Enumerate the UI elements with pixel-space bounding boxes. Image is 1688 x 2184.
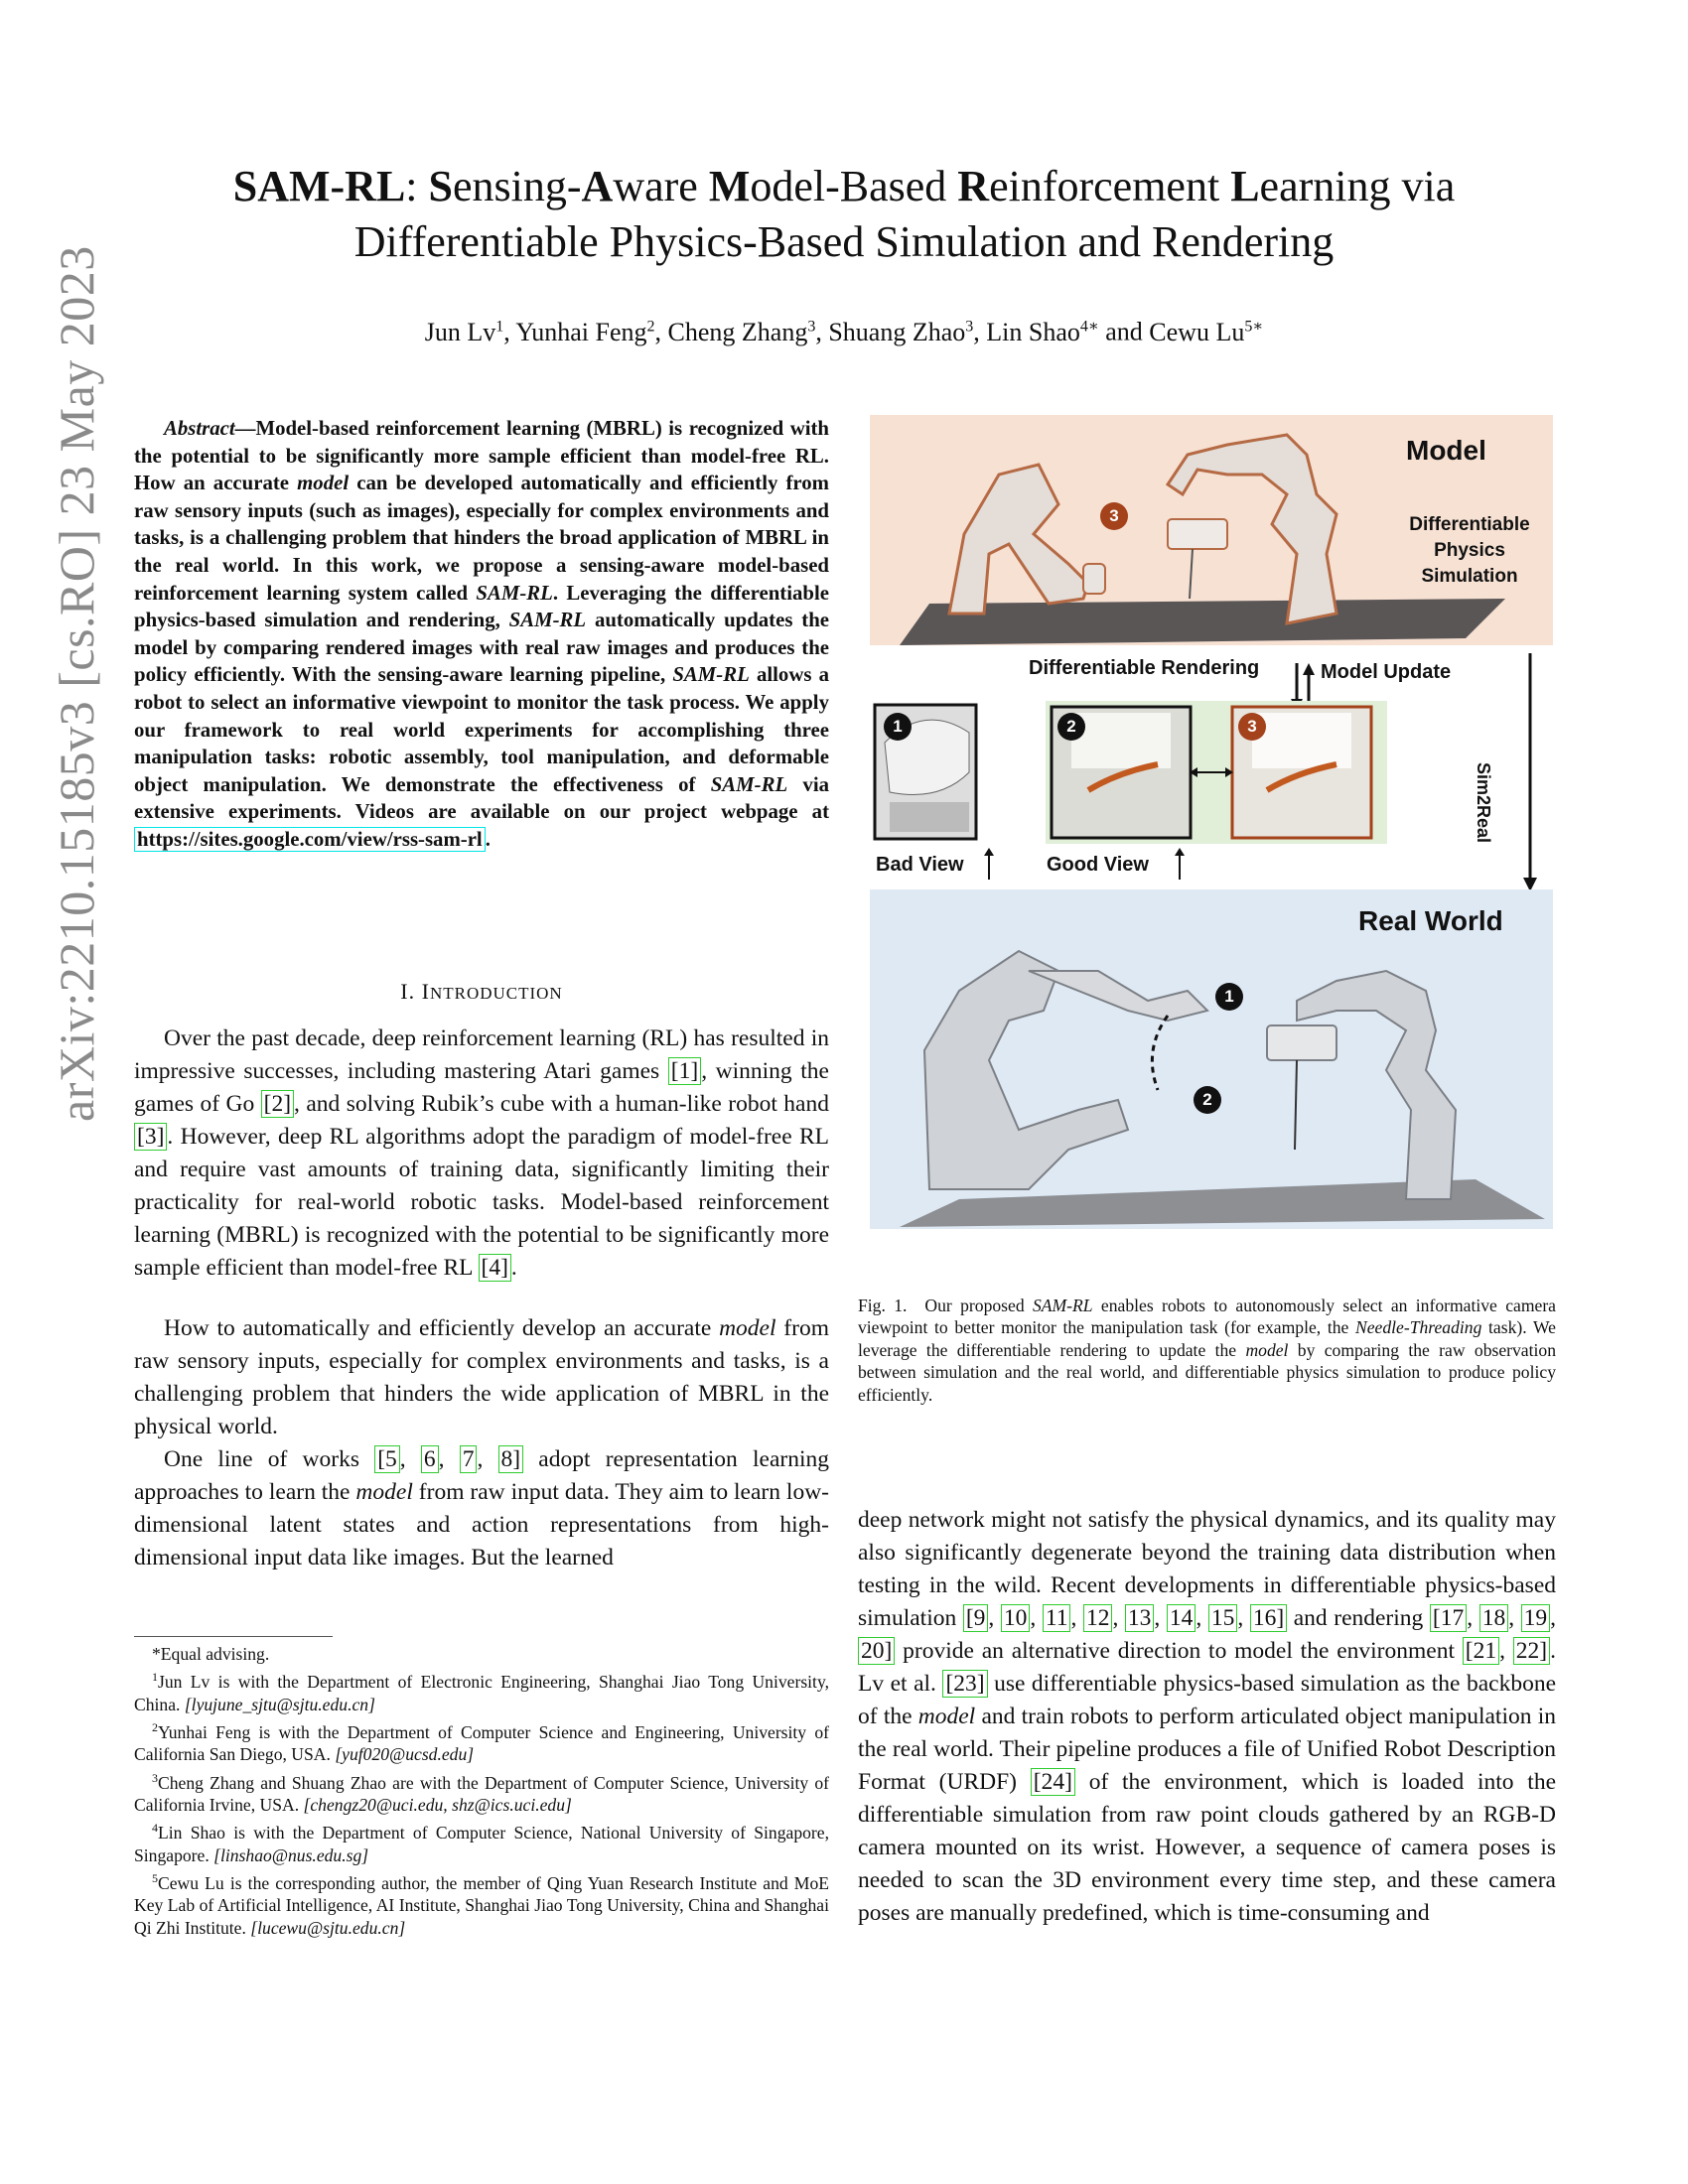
footnote-email: [yuf020@ucsd.edu]: [335, 1744, 475, 1765]
citation-link[interactable]: [24]: [1031, 1768, 1075, 1796]
good-view-arrow-head: [1175, 848, 1185, 856]
footnote-email: [linshao@nus.edu.sg]: [213, 1844, 369, 1865]
arxiv-identifier: arXiv:2210.15185v3 [cs.RO] 23 May 2023: [49, 245, 104, 1122]
citation-link[interactable]: 22]: [1513, 1637, 1550, 1665]
author: Jun Lv$^1$: [424, 317, 504, 346]
footnote-email: [lyujune_sjtu@sjtu.edu.cn]: [184, 1694, 375, 1714]
footnote-email: [lucewu@sjtu.edu.cn]: [250, 1917, 406, 1938]
abstract-label: Abstract: [164, 417, 235, 440]
figure-1: [870, 415, 1553, 1229]
step-2-badge: 2: [1057, 713, 1085, 741]
step-1-badge: 1: [1215, 983, 1243, 1011]
good-view-real-gripper: [1071, 713, 1171, 768]
citation-link[interactable]: [9: [963, 1604, 989, 1632]
footnote: $^2$Yunhai Feng is with the Department of Computer Science and Engineering, University of California San Diego, USA. [yuf020@ucsd.edu]: [134, 1720, 829, 1765]
real-needle-holder: [1267, 1025, 1336, 1060]
citation-link[interactable]: 11: [1043, 1604, 1071, 1632]
citation-link[interactable]: 10: [1001, 1604, 1031, 1632]
step-2-badge: 2: [1194, 1086, 1221, 1114]
bad-view-arrow-head: [984, 848, 994, 856]
citation-link[interactable]: [3]: [134, 1123, 167, 1151]
real-world-title: Real World: [1358, 905, 1503, 936]
differentiable-physics-simulation-label: Differentiable Physics Simulation: [1409, 514, 1530, 587]
sim-needle-holder: [1168, 519, 1227, 549]
citation-link[interactable]: 14: [1167, 1604, 1196, 1632]
introduction-body: [134, 1023, 829, 1574]
title-fragment: ware: [613, 162, 709, 210]
citation-link[interactable]: [21: [1463, 1637, 1499, 1665]
abstract: Abstract—Model-based reinforcement learning (MBRL) is recognized with the potential to be significantly more sample efficient than model-free RL. How an accurate model can be developed automatically and efficiently from raw sensory inputs (such as images), especially for complex environments and tasks, is a challenging problem that hinders the broad application of MBRL in the real world. In this work, we propose a sensing-aware model-based reinforcement learning system called SAM-RL. Leveraging the differentiable physics-based simulation and rendering, SAM-RL automatically updates the model by comparing rendered images with real raw images and produces the policy efficiently. With the sensing-aware learning pipeline, SAM-RL allows a robot to select an informative viewpoint to monitor the task process. We apply our framework to real world experiments for accomplishing three manipulation tasks: robotic assembly, tool manipulation, and deformable object manipulation. We demonstrate the effectiveness of SAM-RL via extensive experiments. Videos are available on our project webpage at https://sites.google.com/view/rss-sam-rl .: [134, 417, 830, 851]
step-3-badge: 3: [1238, 713, 1266, 741]
citation-link[interactable]: [4]: [479, 1254, 511, 1282]
differentiable-rendering-label: Differentiable Rendering: [1029, 657, 1260, 679]
citation-link[interactable]: 15: [1208, 1604, 1238, 1632]
citation-link[interactable]: 6: [421, 1445, 439, 1473]
title-fragment: L: [1230, 162, 1260, 210]
step-3-badge: 3: [1100, 502, 1128, 530]
footnote: *Equal advising.: [152, 1644, 270, 1664]
footnotes: [134, 1643, 829, 1940]
footnote-email: [chengz20@uci.edu, shz@ics.uci.edu]: [303, 1795, 572, 1816]
section-heading-introduction: I. INTRODUCTION: [400, 979, 563, 1004]
step-1-badge: 1: [884, 713, 912, 741]
intro-paragraph-2: How to automatically and efficiently develop an accurate model from raw sensory inputs, especially for complex environments and tasks, is a challenging problem that hinders the wide application of MBRL in the physical world.: [134, 1315, 829, 1439]
title-fragment: R: [957, 162, 990, 210]
title-fragment: earning via: [1259, 162, 1456, 210]
model-update-label: Model Update: [1321, 661, 1452, 683]
author: Cheng Zhang$^3$: [667, 317, 816, 346]
citation-link[interactable]: [2]: [261, 1090, 294, 1118]
citation-link[interactable]: 19: [1521, 1604, 1551, 1632]
title-fragment: SAM-RL: [232, 162, 406, 210]
author: Lin Shao$^{4∗}$: [986, 317, 1099, 346]
footnote: $^1$Jun Lv is with the Department of Electronic Engineering, Shanghai Jiao Tong University, China. [lyujune_sjtu@sjtu.edu.cn]: [134, 1670, 829, 1714]
intro-paragraph-1: Over the past decade, deep reinforcement learning (RL) has resulted in impressive successes, including mastering Atari games [1] , winning the games of Go [2] , and solving Rubik’s cube with a human-like robot hand [3] . However, deep RL algorithms adopt the paradigm of model-free RL and require vast amounts of training data, significantly limiting their practicality for real-world robotic tasks. Model-based reinforcement learning (MBRL) is recognized with the potential to be significantly more sample efficient than model-free RL [4] .: [134, 1025, 829, 1281]
bad-view-label: Bad View: [876, 854, 964, 876]
title-fragment: A: [581, 162, 614, 210]
project-webpage-link[interactable]: https://sites.google.com/view/rss-sam-rl: [134, 827, 486, 852]
paper-title: [129, 159, 1559, 270]
title-fragment: M: [708, 162, 751, 210]
good-view-label: Good View: [1047, 854, 1149, 876]
footnote: $^4$Lin Shao is with the Department of Computer Science, National University of Singapore, Singapore. [linshao@nus.edu.sg]: [134, 1821, 829, 1865]
sim-table: [900, 599, 1505, 645]
citation-link[interactable]: 13: [1125, 1604, 1155, 1632]
title-line-2: Differentiable Physics-Based Simulation and Rendering: [353, 217, 1335, 266]
right-column-body: [858, 1504, 1556, 1930]
citation-link[interactable]: 8]: [498, 1445, 524, 1473]
author-list: Jun Lv$^1$, Yunhai Feng$^2$, Cheng Zhang$^3$, Shuang Zhao$^3$, Lin Shao$^{4∗}$ and Cewu $Lu^{5∗}$: [424, 317, 1264, 346]
citation-link[interactable]: [5: [374, 1445, 400, 1473]
citation-link[interactable]: 18: [1479, 1604, 1509, 1632]
sim2real-arrow-head: [1523, 878, 1537, 891]
footnote-rule: [134, 1636, 333, 1637]
title-fragment: odel-Based: [750, 162, 958, 210]
title-fragment: :: [405, 162, 429, 210]
model-title: Model: [1406, 435, 1486, 466]
author: Yunhai Feng$^2$: [515, 317, 655, 346]
author: Shuang Zhao$^3$: [828, 317, 974, 346]
citation-link[interactable]: [17: [1430, 1604, 1467, 1632]
intro-paragraph-3: One line of works [5 , 6 , 7 , 8] adopt representation learning approaches to learn the model from raw input data. They aim to learn low-dimensional latent states and action representations from high-dimensional input data like images. But the learned: [134, 1446, 829, 1570]
citation-link[interactable]: 7: [460, 1445, 478, 1473]
title-line-1: [129, 159, 1559, 214]
title-fragment: ensing-: [453, 162, 582, 210]
figure-1-caption: Fig. 1. Our proposed SAM-RL enables robots to autonomously select an informative camera viewpoint to better monitor the manipulation task (for example, the Needle-Threading task). We leverage the differentiable rendering to update the model by comparing the raw observation between simulation and the real world, and differentiable physics simulation to produce policy efficiently.: [858, 1296, 1556, 1405]
bad-view-floor: [890, 802, 969, 832]
title-fragment: S: [428, 162, 454, 210]
author: Cewu $Lu^{5∗}$: [1149, 317, 1264, 346]
sim-robot-left-gripper: [1083, 564, 1105, 594]
footnote: $^5$Cewu Lu is the corresponding author, the member of Qing Yuan Research Institute and MoE Key Lab of Artificial Intelligence, AI Institute, Shanghai Jiao Tong University, China and Shanghai Qi Zhi Institute. [lucewu@sjtu.edu.cn]: [134, 1871, 829, 1938]
title-fragment: einforcement: [989, 162, 1231, 210]
citation-link[interactable]: [23]: [942, 1670, 987, 1698]
right-paragraph: deep network might not satisfy the physical dynamics, and its quality may also significantly degenerate beyond the training data distribution when testing in the wild. Recent developments in differentiable physics-based simulation [9 , 10 , 11 , 12 , 13 , 14 , 15 , 16] and rendering [17 , 18 , 19 , 20] provide an alternative direction to model the environment [21 , 22] . Lv et al. [23] use differentiable physics-based simulation as the backbone of the model and train robots to perform articulated object manipulation in the real world. Their pipeline produces a file of Unified Robot Description Format (URDF) [24] of the environment, which is loaded into the differentiable simulation from raw point clouds gathered by an RGB-D camera mounted on its wrist. However, a sequence of camera poses is needed to scan the 3D environment every time step, and these camera poses are manually predefined, which is time-consuming and: [858, 1507, 1557, 1926]
sim2real-label: Sim2Real: [1474, 762, 1493, 844]
good-view-sim-gripper: [1252, 713, 1351, 768]
citation-link[interactable]: 20]: [858, 1637, 895, 1665]
citation-link[interactable]: [1]: [668, 1057, 701, 1085]
footnote: $^3$Cheng Zhang and Shuang Zhao are with the Department of Computer Science, University of California Irvine, USA. [chengz20@uci.edu, shz@ics.uci.edu]: [134, 1770, 829, 1816]
citation-link[interactable]: 16]: [1250, 1604, 1287, 1632]
citation-link[interactable]: 12: [1083, 1604, 1113, 1632]
arrow-up-head: [1303, 663, 1315, 675]
